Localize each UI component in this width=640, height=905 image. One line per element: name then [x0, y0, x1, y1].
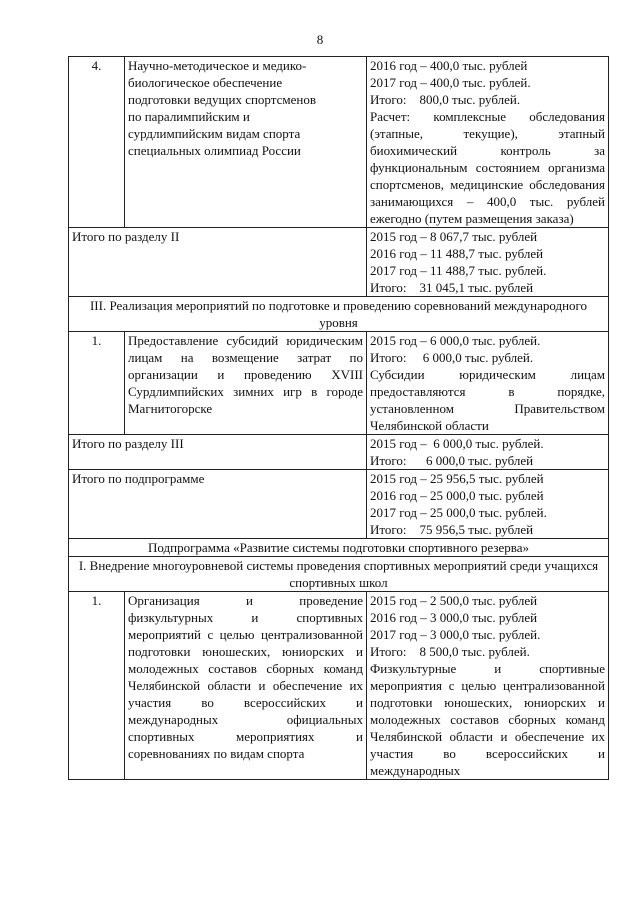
table-row	[69, 228, 609, 297]
funding-note: Субсидии юридическим лицам предоставляются в порядке, установленном Правительством Челябинской области	[370, 367, 605, 433]
section-heading: I. Внедрение многоуровневой системы проведения спортивных мероприятий среди учащихся спортивных школ	[69, 557, 609, 592]
table-row	[69, 332, 609, 435]
text-line: Научно-методическое и медико-	[128, 58, 307, 73]
funding-cell	[367, 57, 609, 228]
funding-cell	[367, 332, 609, 435]
row-number: 1.	[69, 592, 125, 780]
activity-name: Предоставление субсидий юридическим лицам на возмещение затрат по организации и проведению XVIII Сурдлимпийских зимних игр в городе Магнитогорске	[125, 332, 367, 435]
funding-cell	[367, 435, 609, 470]
amount-line: Итого: 6 000,0 тыс. рублей	[370, 453, 534, 468]
table-row	[69, 435, 609, 470]
table-row	[69, 557, 609, 592]
funding-cell	[367, 592, 609, 780]
activity-name	[125, 57, 367, 228]
section-total-label: Итого по разделу II	[69, 228, 367, 297]
table-row	[69, 57, 609, 228]
row-number: 1.	[69, 332, 125, 435]
text-line: биологическое обеспечение	[128, 75, 283, 90]
table-row	[69, 592, 609, 780]
funding-cell	[367, 470, 609, 539]
amount-line: 2017 год – 11 488,7 тыс. рублей.	[370, 263, 547, 278]
page-number: 8	[316, 32, 324, 47]
amount-line: 2015 год – 2 500,0 тыс. рублей	[370, 593, 538, 608]
amount-line: 2016 год – 25 000,0 тыс. рублей	[370, 488, 544, 503]
amount-line: 2016 год – 400,0 тыс. рублей	[370, 58, 528, 73]
funding-cell	[367, 228, 609, 297]
section-total-label: Итого по разделу III	[69, 435, 367, 470]
amount-line: 2015 год – 8 067,7 тыс. рублей	[370, 229, 538, 244]
amount-line: 2017 год – 25 000,0 тыс. рублей.	[370, 505, 547, 520]
funding-note: Физкультурные и спортивные мероприятия с целью централизованной подготовки юношеских, юниорских и молодежных составов сборных команд Челябинской области и обеспечение их участия во всероссийских и международных	[370, 661, 605, 778]
amount-line: 2016 год – 11 488,7 тыс. рублей	[370, 246, 544, 261]
text-line: сурдлимпийским видам спорта	[128, 126, 301, 141]
section-heading: III. Реализация мероприятий по подготовке и проведению соревнований международного уровня	[69, 297, 609, 332]
text-line: специальных олимпиад России	[128, 143, 301, 158]
amount-line: 2015 год – 25 956,5 тыс. рублей	[370, 471, 544, 486]
amount-line: Итого: 800,0 тыс. рублей.	[370, 92, 521, 107]
text-line: по паралимпийским и	[128, 109, 250, 124]
program-table	[68, 56, 609, 780]
amount-line: 2015 год – 6 000,0 тыс. рублей.	[370, 333, 541, 348]
table-row	[69, 297, 609, 332]
table-row	[69, 470, 609, 539]
amount-line: 2015 год – 6 000,0 тыс. рублей.	[370, 436, 544, 451]
funding-note: Расчет: комплексные обследования (этапные, текущие), этапный биохимический контроль за функциональным состоянием организма спортсменов, медицинские обследования занимающихся – 400,0 тыс. рублей ежегодно (путем размещения заказа)	[370, 109, 605, 226]
subprogram-heading: Подпрограмма «Развитие системы подготовки спортивного резерва»	[69, 539, 609, 557]
row-number: 4.	[69, 57, 125, 228]
amount-line: Итого: 8 500,0 тыс. рублей.	[370, 644, 530, 659]
amount-line: 2017 год – 400,0 тыс. рублей.	[370, 75, 531, 90]
subprogram-total-label: Итого по подпрограмме	[69, 470, 367, 539]
table-row	[69, 539, 609, 557]
text-line: подготовки ведущих спортсменов	[128, 92, 316, 107]
amount-line: 2017 год – 3 000,0 тыс. рублей.	[370, 627, 541, 642]
amount-line: Итого: 6 000,0 тыс. рублей.	[370, 350, 534, 365]
amount-line: Итого: 75 956,5 тыс. рублей	[370, 522, 534, 537]
amount-line: Итого: 31 045,1 тыс. рублей	[370, 280, 534, 295]
amount-line: 2016 год – 3 000,0 тыс. рублей	[370, 610, 538, 625]
activity-name: Организация и проведение физкультурных и спортивных мероприятий с целью централизованной подготовки юношеских, юниорских и молодежных составов сборных команд Челябинской области и обеспечение их участия во всероссийских и международных официальных спортивных мероприятиях и соревнованиях по видам спорта	[125, 592, 367, 780]
